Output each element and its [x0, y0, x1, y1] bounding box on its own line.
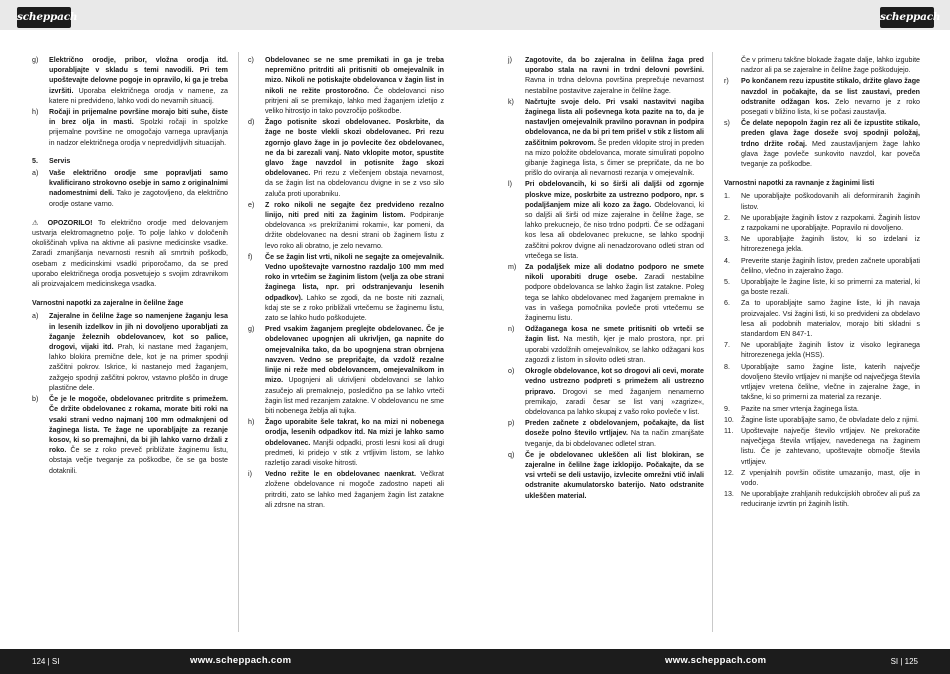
- column-3: [508, 55, 704, 502]
- list-item: k) Načrtujte svoje delo. Pri vsaki nastavitvi nagiba žaginega lista ali poševnega kota pazite na to, da je nastavljen omejevalnik pravilno poravnan in podpira obdelovanca, ne da bi pri tem prišel v stik z listom ali zaščitnim pokrovom. Še preden vklopite stroj in preden na mizo položite obdelovanca, morate simulirati popolno gibanje žaginega lista, s čimer se prepričate, da ne bo prišlo do oviranja ali nevarnosti rezanja v omejevalnik.: [508, 97, 704, 178]
- list-item: e) Z roko nikoli ne segajte čez predvideno rezalno linijo, niti pred niti za žaginim listom. Podpiranje obdelovanca »s prekrižanimi rokami«, kar pomeni, da držite obdelovanec na desni strani ob žaginem listu z levo roko ali obratno, je zelo nevarno.: [248, 200, 444, 250]
- list-item: o) Okrogle obdelovance, kot so drogovi ali cevi, morate vedno ustrezno podpreti s primežem ali ustrezno pripravo. Drogovi se med žaganjem nenamerno premikajo, zaradi česar se list vanj »zagrize«, obdelovanca pa lahko skupaj z vašo roko povleče v list.: [508, 367, 704, 416]
- section-heading: Varnostni napotki za zajeralne in čelilne žage: [32, 299, 184, 308]
- website-link-right[interactable]: www.scheppach.com: [665, 655, 767, 666]
- list-item: b) Če je le mogoče, obdelovanec pritrdite s primežem. Če držite obdelovanec z rokama, morate biti roki na vsaki strani vedno najmanj 100 mm odmaknjeni od žaginega lista. Te žage ne uporabljajte za rezanje kosov, ki so premajhni, da bi jih lahko varno držali z roko. Če se z roko preveč približate žaginemu listu, obstaja večje tveganje za poškodbe, če se ga boste dotaknili.: [32, 395, 228, 475]
- list-item: 12. Z vpenjalnih površin očistite umazanijo, mast, olje in vodo.: [724, 468, 920, 487]
- list-item: 7. Ne uporabljajte žaginih listov iz visoko legiranega hitrorezenega jekla (HSS).: [724, 341, 920, 360]
- list-item: h) Žago uporabite šele takrat, ko na mizi ni nobenega orodja, lesenih odpadkov itd. Na mizi je lahko samo obdelovanec. Manjši odpadki, prosti lesni kosi ali drugi predmeti, ki pridejo v stik z vrtljivim listom, se lahko razletijo zaradi visoke hitrosti.: [248, 418, 444, 467]
- warning-paragraph: ⚠ OPOZORILO! To električno orodje med delovanjem ustvarja elektromagnetno polje. To polje lahko v določenih okoliščinah vpliva na aktivne ali pasivne medicinske vsadke. Zaradi zmanjšanja nevarnosti resnih ali smrtnih poškodb, osebam z medicinskimi vsadki priporočamo, da se pred uporabo električnega orodja posvetujejo s svojim zdravnikom ali proizvajalcem medicinskega vsadka.: [32, 218, 228, 289]
- column-4: [724, 55, 920, 511]
- page-number-left: 124 | SI: [32, 657, 60, 666]
- scheppach-logo-left: scheppach: [17, 7, 71, 28]
- list-item: h) Ročaji in prijemalne površine morajo biti suhe, čiste in brez olja in masti. Spolzki ročaji in spolzke prijemalne površine ne omogočajo varnega upravljanja in nadzor električnega orodja v nepredvidljivih situacijah.: [32, 108, 228, 147]
- list-item: a) Zajeralne in čelilne žage so namenjene žaganju lesa in lesenih izdelkov in jih ni dovoljeno uporabljati za žaganje železnih obdelovancev, kot so palice, drogovi, vijaki itd. Prah, ki nastane med žaganjem, lahko blokira premične dele, kot je na primer spodnji zaščitni pokrov. Iskrice, ki nastanejo med žaganjem, zažgejo spodnji zaščitni pokrov, vstavno ploščo in druge plastične dele.: [32, 312, 228, 392]
- list-item: g) Pred vsakim žaganjem preglejte obdelovanec. Če je obdelovanec upognjen ali ukrivljen, ga napnite do omejevalnika tako, da bo upognjena stran obrnjena navzven. Vedno se prepričajte, da vzdolž rezalne linije ni reže med obdelovancem, omejevalnikom in mizo. Upognjeni ali ukrivljeni obdelovanci se lahko zasučejo ali premaknejo, posledično pa se lahko vrteči žagin list med rezanjem zatakne. V obdelovancu ne sme biti nobenega žeblja ali tujka.: [248, 325, 444, 415]
- numbered-list: [724, 191, 920, 509]
- scheppach-logo-right: scheppach: [880, 7, 934, 28]
- header-band-right: [475, 0, 950, 30]
- list-item: 5. Uporabljajte le žagine liste, ki so primerni za material, ki ga boste rezali.: [724, 278, 920, 297]
- list-item: c) Obdelovanec se ne sme premikati in ga je treba nepremično pritrditi ali pritisniti ob omejevalnik in mizo. Nikoli ne potiskajte obdelovanca v žagin list in nikoli ne režite prostoročno. Če obdelovanci niso pritrjeni ali se premikajo, lahko med žaganjem izletijo z veliko hitrostjo in tako povzročijo poškodbe.: [248, 56, 444, 116]
- list-item: 9. Pazite na smer vrtenja žaginega lista.: [724, 404, 859, 413]
- list-item: q) Če je obdelovanec ukleščen ali list blokiran, se zajeralne in čelilne žage izklopijo. Počakajte, da se vsi vrteči se deli ustavijo, izvlecite omrežni vtič in/ali odstranite akumulatorsko baterijo. Nato odstranite ukleščen material.: [508, 450, 704, 500]
- list-item: r) Po končanem rezu izpustite stikalo, držite glavo žage navzdol in počakajte, da se list zaustavi, preden odstranite odžagan kos. Zelo nevarno je z roko posegati v bližino lista, ki se počasi zaustavlja.: [724, 77, 920, 117]
- list-item: m) Za podaljšek mize ali dodatno podporo ne smete nikoli uporabiti druge osebe. Zaradi nestabilne podpore obdelovanca se lahko žagin list zatakne. Poleg tega se lahko obdelovanec med žaganjem premakne in vas in vašega pomočnika povleče proti vrtečemu se žaginemu listu.: [508, 263, 704, 323]
- list-item: 13. Ne uporabljajte zrahljanih redukcijskih obročev ali puš za reduciranje izvrtin pri žaginih listih.: [724, 490, 920, 509]
- list-item: 10. Žagine liste uporabljajte samo, če obvladate delo z njimi.: [724, 415, 919, 424]
- section-heading: 5. Servis: [32, 156, 71, 165]
- list-item: 6. Za to uporabljajte samo žagine liste, ki jih navaja proizvajalec. Vsi žagini listi, ki so predvideni za obdelavo lesa ali podobnih materialov, morajo biti skladni s standardom EN 847-1.: [724, 299, 920, 339]
- list-item: j) Zagotovite, da bo zajeralna in čelilna žaga pred uporabo stala na ravni in trdni delovni površini. Ravna in trdna delovna površina preprečuje nevarnost nestabilne postavitve zajeralne in čelilne žage.: [508, 56, 704, 95]
- column-2: [248, 55, 444, 511]
- list-item: 4. Preverite stanje žaginih listov, preden začnete uporabljati čelilno, vlečno in zajeralno žago.: [724, 256, 920, 275]
- section-heading: Varnostni napotki za ravnanje z žaginimi listi: [724, 179, 875, 188]
- list-item: a) Vaše električno orodje sme popravljati samo kvalificirano strokovno osebje in samo z originalnimi nadomestnimi deli. Tako je zagotovljeno, da električno orodje ostane varno.: [32, 169, 228, 208]
- column-divider: [712, 52, 713, 632]
- list-item: s) Če delate nepopoln žagin rez ali če izpustite stikalo, preden glava žage doseže svoj spodnji položaj, trdno držite ročaj. Med zaustavljanjem žage lahko glava žage povleče sunkovito navzdol, kar poveča tveganje za poškodbe.: [724, 119, 920, 169]
- list-item: 1. Ne uporabljajte poškodovanih ali deformiranih žaginih listov.: [724, 192, 920, 211]
- list-item: 2. Ne uporabljajte žaginih listov z razpokami. Žaginih listov z razpokami ne uporabljajte. Popravilo ni dovoljeno.: [724, 213, 920, 233]
- list-item: g) Električno orodje, pribor, vložna orodja itd. uporabljajte v skladu s temi navodili. Pri tem upoštevajte delovne pogoje in opravilo, ki ga je treba izvršiti. Uporaba električnega orodja v namene, za katere ni predvideno, lahko vodi do nevarnih situacij.: [32, 56, 228, 105]
- list-item: i) Vedno režite le en obdelovanec naenkrat. Večkrat zložene obdelovance ni mogoče zadostno napeti ali pritrditi, zato se lahko med žaganjem žagin list zatakne ali zdrsne na stran.: [248, 470, 444, 509]
- list-item: p) Preden začnete z obdelovanjem, počakajte, da list doseže polno število vrtljajev. Na ta način zmanjšate tveganje, da bi obdelovanec odletel stran.: [508, 419, 704, 448]
- warning-icon: ⚠: [32, 218, 42, 227]
- column-divider: [238, 52, 239, 632]
- list-item: Če v primeru takšne blokade žagate dalje, lahko izgubite nadzor ali pa se zajeralne in čelilne žage poškodujejo.: [741, 56, 920, 75]
- list-item: 11. Upoštevajte največje število vrtljajev. Ne prekoračite največjega števila vrtljajev, navedenega na žaginem listu. Če je zahtevano, upoštevajte območje števila vrtljajev.: [724, 426, 920, 466]
- list-item: f) Če se žagin list vrti, nikoli ne segajte za omejevalnik. Vedno upoštevajte varnostno razdaljo 100 mm med roko in vrtečim se žaginim listom (velja za obe strani žaginega lista, npr. pri odstranjevanju lesenih odpadkov). Lahko se zgodi, da ne boste niti zaznali, kdaj ste se z roko približali vrtečemu se žaginemu listu, zato se lahko hudo poškodujete.: [248, 252, 444, 323]
- list-item: d) Žago potisnite skozi obdelovanec. Poskrbite, da žage ne boste vlekli skozi obdelovanec. Pri rezu zgornjo glavo žage in jo povlecite čez obdelovanec, ne da bi zarezali vanj. Nato vklopite motor, spustite glavo žage navzdol in potisnite žago skozi obdelovanec. Pri rezu z vlečenjem obstaja nevarnost, da se žagin list na obdelovancu dvigne in se z vso silo zaluča proti uporabniku.: [248, 118, 444, 198]
- list-item: 8. Uporabljajte samo žagine liste, katerih največje dovoljeno število vrtljajev ni manjše od največjega števila vrtljajev vretena čelilne, vlečne in zajeralne žage, in takšne, ki so primerni za material za rezanje.: [724, 362, 920, 402]
- website-link-left[interactable]: www.scheppach.com: [190, 655, 292, 666]
- list-item: l) Pri obdelovancih, ki so širši ali daljši od zgornje ploskve mize, poskrbite za ustrezno podporo, npr. s podaljšanjem mize ali kozo za žago. Obdelovanci, ki so daljši ali širši od mize zajeralne in čelilne žage, se lahko prekucnejo, če niso trdno podprti. Če se odžagani kos lesa ali obdelovanec prekucne, se lahko spodnji zaščitni pokrov dvigne ali nenadzorovano odleti stran od vrtečega se lista.: [508, 180, 704, 260]
- list-item: n) Odžaganega kosa ne smete pritisniti ob vrteči se žagin list. Na mestih, kjer je malo prostora, npr. pri uporabi vzdolžnih omejevalnikov, se lahko odžagani kos zagozdi z listom in silovito odleti stran.: [508, 325, 704, 364]
- column-1: [32, 55, 228, 477]
- footer-bar: [0, 649, 950, 674]
- list-item: 3. Ne uporabljajte žaginih listov, ki so izdelani iz hitrorezenega jekla.: [724, 235, 920, 254]
- page-number-right: SI | 125: [890, 657, 918, 666]
